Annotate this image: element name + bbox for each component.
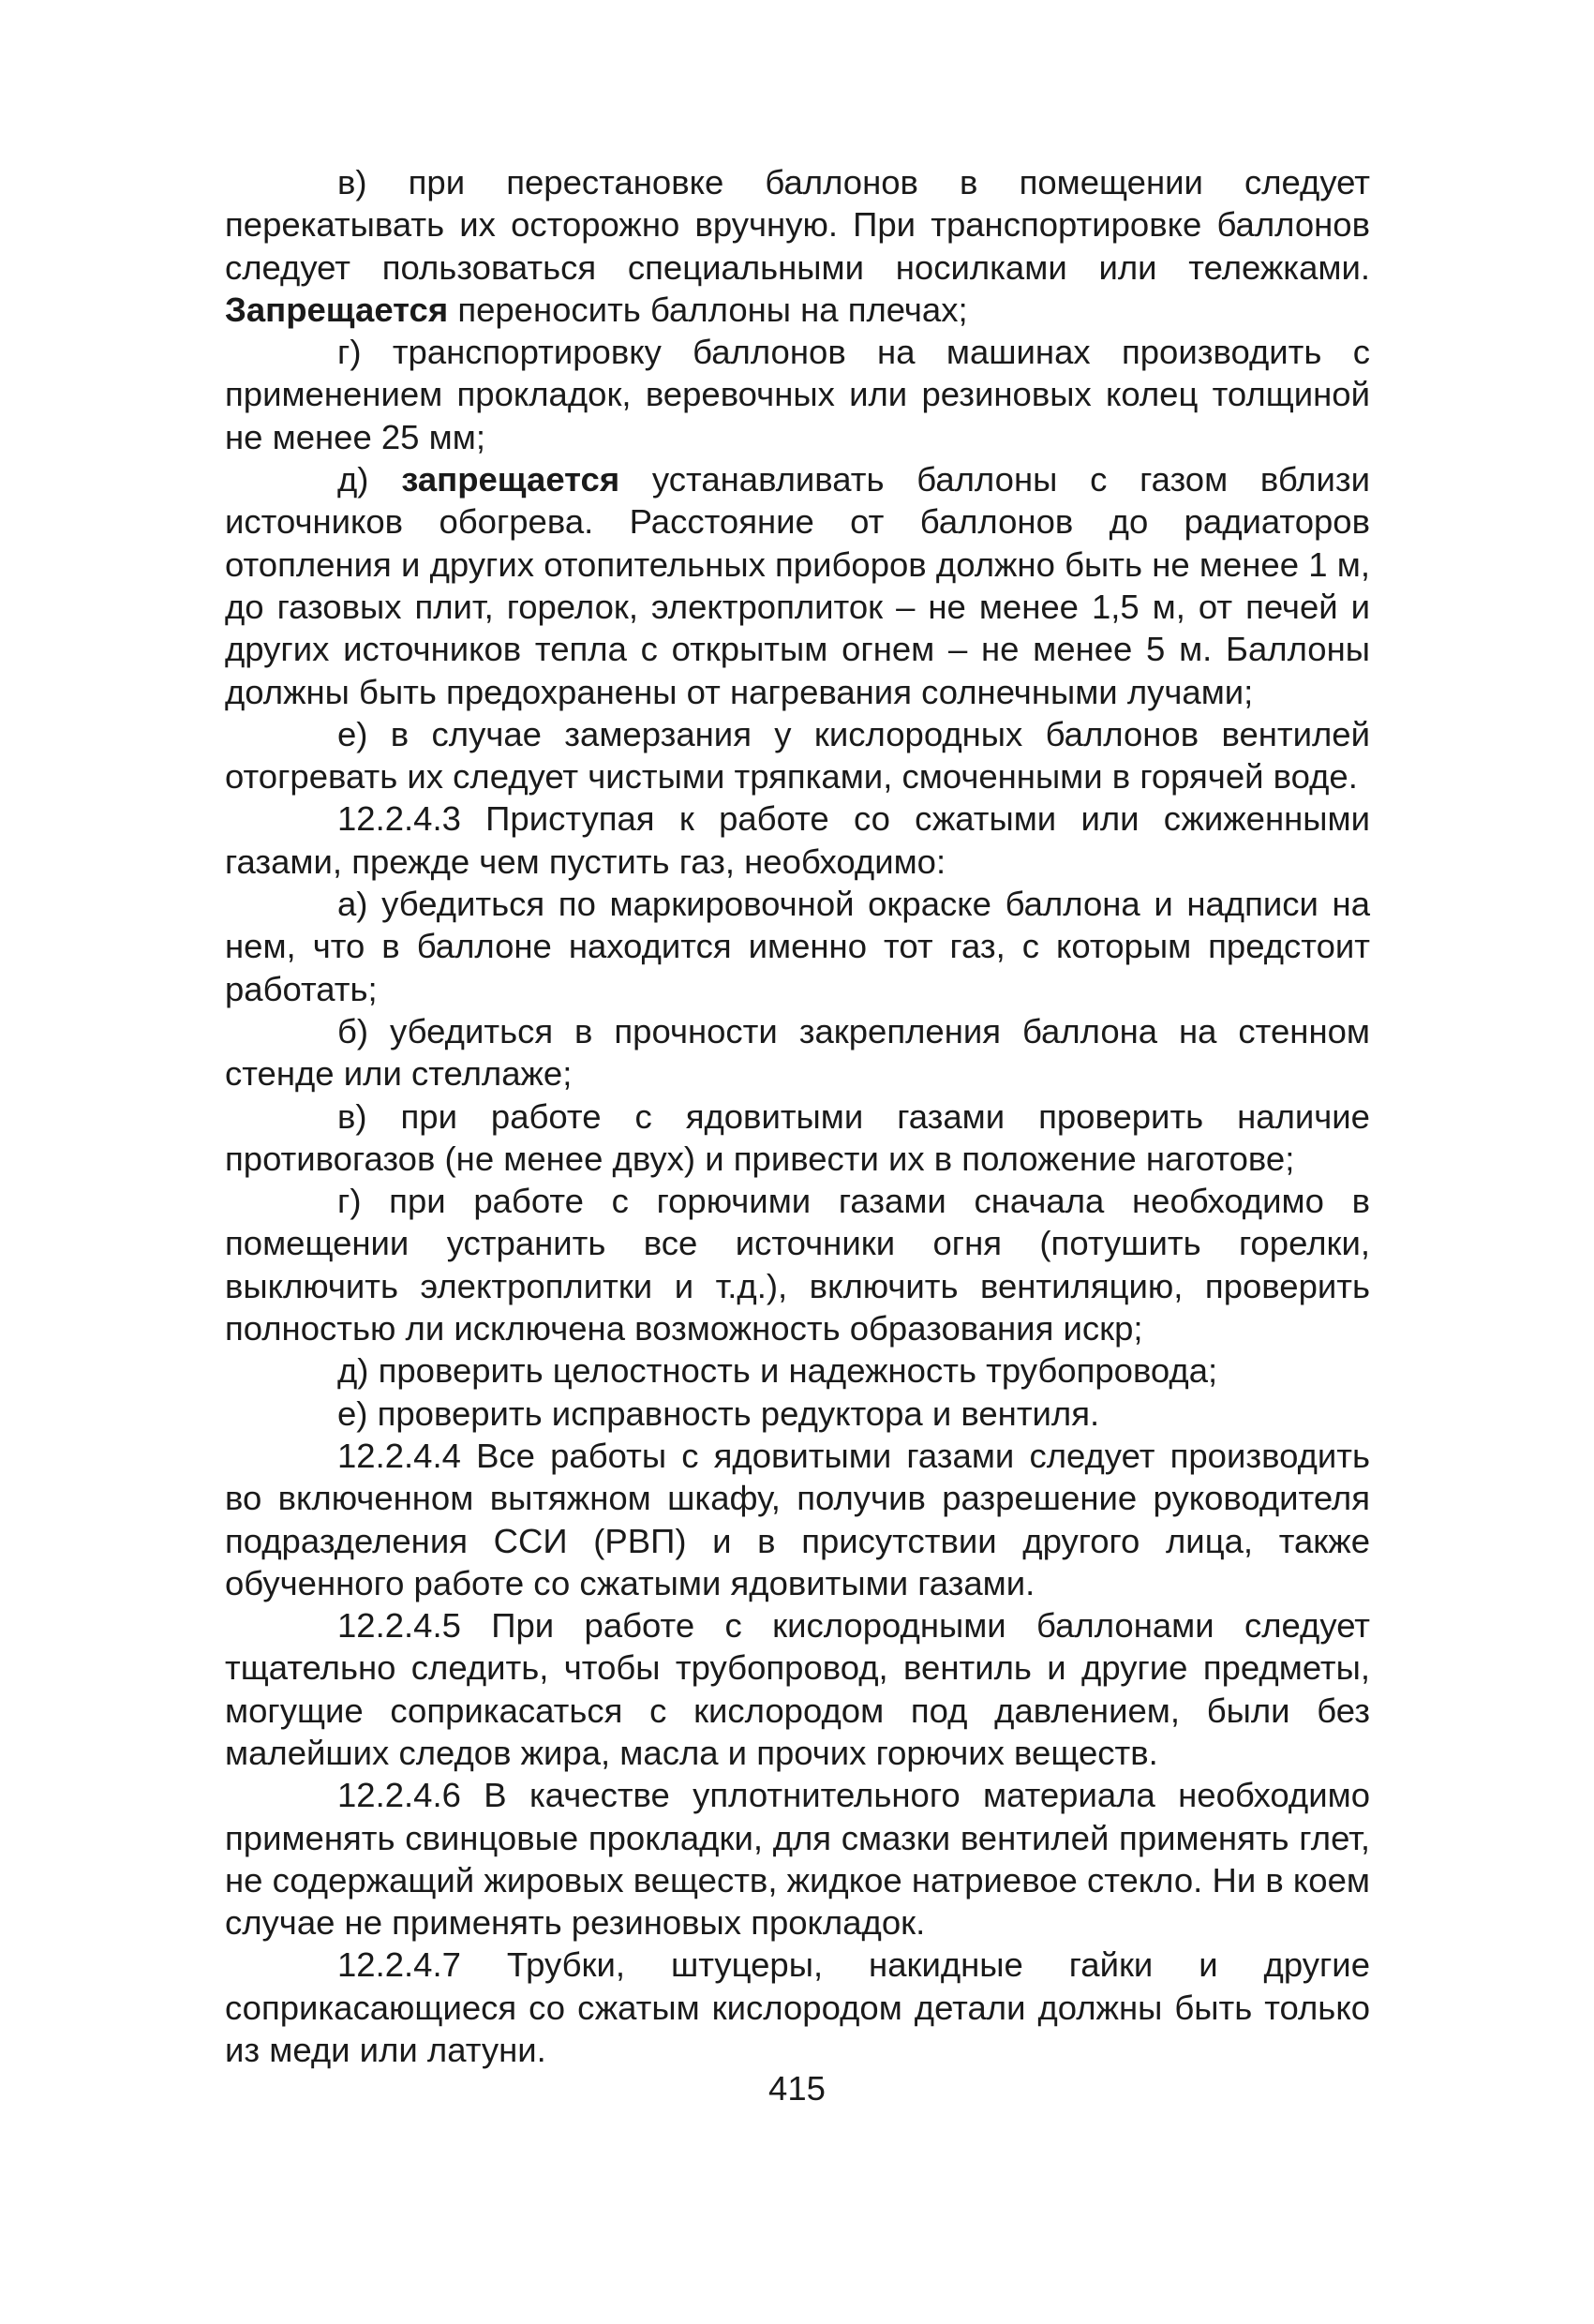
paragraph-text: г) транспортировку баллонов на машинах производить с применением прокладок, веревочных или резиновых колец толщиной не менее 25 мм; (225, 333, 1370, 456)
paragraph (225, 1349, 1370, 1392)
paragraph-text: а) убедиться по маркировочной окраске баллона и надписи на нем, что в баллоне находится именно тот газ, с которым предстоит работать; (225, 885, 1370, 1008)
paragraph (225, 1944, 1370, 2071)
paragraph-text: д) (337, 460, 402, 499)
paragraph-text: е) в случае замерзания у кислородных баллонов вентилей отогревать их следует чистыми тряпками, смоченными в горячей воде. (225, 714, 1370, 797)
paragraph (225, 1180, 1370, 1349)
paragraph (225, 1604, 1370, 1774)
emphasis-text: запрещается (401, 460, 620, 499)
paragraph-text: 12.2.4.5 При работе с кислородными баллонами следует тщательно следить, чтобы трубопровод, вентиль и другие предметы, могущие соприкасаться с кислородом под давлением, были без малейших следов жира, масла и прочих горючих веществ. (225, 1606, 1370, 1772)
paragraph-text: д) проверить целостность и надежность трубопровода; (337, 1351, 1218, 1391)
paragraph-text: г) при работе с горючими газами сначала необходимо в помещении устранить все источники огня (потушить горелки, выключить электроплитки и т.д.), включить вентиляцию, проверить полностью ли исключена возможность образования искр; (225, 1182, 1370, 1348)
paragraph (225, 1435, 1370, 1604)
paragraph (225, 1393, 1370, 1435)
paragraph (225, 713, 1370, 798)
paragraph-text: 12.2.4.6 В качестве уплотнительного материала необходимо применять свинцовые прокладки, для смазки вентилей применять глет, не содержащий жировых веществ, жидкое натриевое стекло. Ни в коем случае не применять резиновых прокладок. (225, 1776, 1370, 1943)
paragraph-text: б) убедиться в прочности закрепления баллона на стенном стенде или стеллаже; (225, 1011, 1370, 1094)
paragraph (225, 161, 1370, 331)
paragraph-text: 12.2.4.7 Трубки, штуцеры, накидные гайки и другие соприкасающиеся со сжатым кислородом детали должны быть только из меди или латуни. (225, 1945, 1370, 2070)
paragraph (225, 458, 1370, 713)
emphasis-text: Запрещается (225, 290, 449, 329)
paragraph-text: устанавливать баллоны с газом вблизи источников обогрева. Расстояние от баллонов до радиаторов отопления и других отопительных приборов должно быть не менее 1 м, до газовых плит, горелок, электроплиток – не менее 1,5 м, от печей и других источников тепла с открытым огнем – не менее 5 м. Баллоны должны быть предохранены от нагревания солнечными лучами; (225, 460, 1370, 711)
paragraph-text: 12.2.4.4 Все работы с ядовитыми газами следует производить во включенном вытяжном шкафу, получив разрешение руководителя подразделения ССИ (РВП) и в присутствии другого лица, также обученного работе со сжатыми ядовитыми газами. (225, 1436, 1370, 1602)
paragraph (225, 1010, 1370, 1095)
paragraph-text: 12.2.4.3 Приступая к работе со сжатыми или сжиженными газами, прежде чем пустить газ, необходимо: (225, 799, 1370, 881)
document-body (225, 161, 1370, 2071)
paragraph-text: переносить баллоны на плечах; (448, 290, 968, 329)
paragraph (225, 1774, 1370, 1944)
paragraph (225, 331, 1370, 458)
paragraph-text: в) при работе с ядовитыми газами проверить наличие противогазов (не менее двух) и привести их в положение наготове; (225, 1096, 1370, 1178)
paragraph (225, 883, 1370, 1010)
paragraph-text: е) проверить исправность редуктора и вентиля. (337, 1393, 1100, 1433)
paragraph-text: в) при перестановке баллонов в помещении следует перекатывать их осторожно вручную. При транспортировке баллонов следует пользоваться специальными носилками или тележками. (225, 163, 1370, 287)
page-number: 415 (768, 2069, 826, 2108)
paragraph (225, 797, 1370, 883)
paragraph (225, 1095, 1370, 1181)
